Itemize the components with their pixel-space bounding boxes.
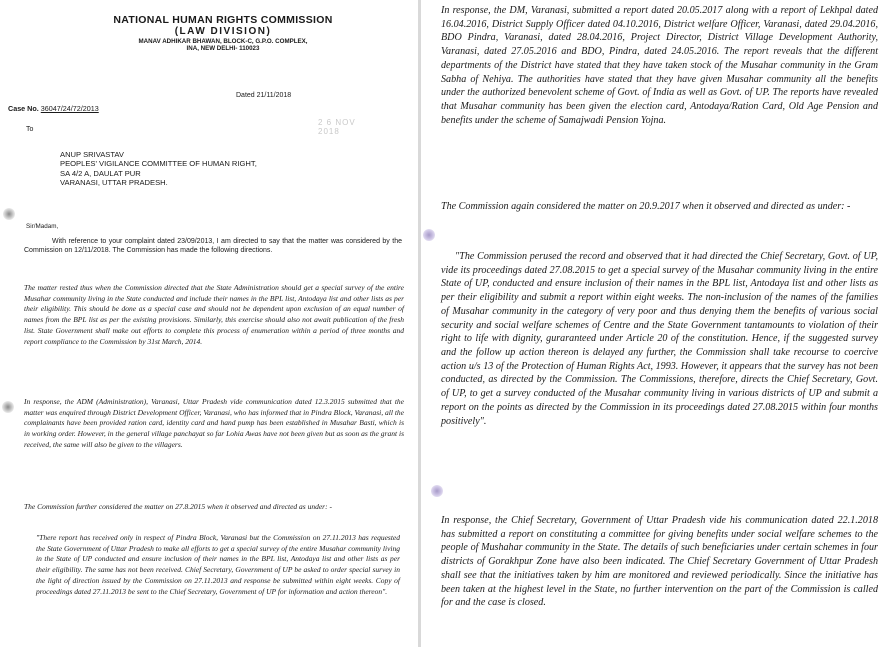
recipient-line: VARANASI, UTTAR PRADESH. xyxy=(60,177,168,187)
right-paragraph-1: In response, the DM, Varanasi, submitted a report dated 20.05.2017 along with a report of Lekhpal dated 16.04.2016, District Supply Officer dated 04.10.2016, District welfare Officer, Varanasi, dated 29.04.2016, BDO Pindra, Varanasi, dated 28.04.2016, Project Director, District Village Development Authority, Varanasi, dated 27.05.2016 and BDO, Pindra, dated 24.05.2016. The report reveals that the different departments of the District have stated that they have taken stock of the Musahar community in the Gram Sabha of Nehiya. The authorities have stated that they have given Musahar community all the benefits under the authorized benevolent scheme of Govt. of India as well as Govt. of UP. The reports have revealed that Musahar community has been given the election card, Antodaya/Ration Card, Old Age Pension and benefits under the scheme of Samajwadi Pension Yojna. xyxy=(441,5,878,126)
case-number: 36047/24/72/2013 xyxy=(40,104,99,113)
address-line-1: MANAV ADHIKAR BHAWAN, BLOCK-C, G.P.O. COMPLEX, xyxy=(138,38,308,46)
letter-date: Dated 21/11/2018 xyxy=(236,92,292,99)
intro-paragraph: With reference to your complaint dated 23/09/2013, I am directed to say that the matter was considered by the Commission on 12/11/2018. The Commission has made the following directions. xyxy=(24,238,402,254)
right-paragraph-2: The Commission again considered the matter on 20.9.2017 when it observed and directed as under: - xyxy=(441,201,851,212)
punch-hole xyxy=(431,485,443,497)
right-paragraph-4: In response, the Chief Secretary, Government of Uttar Pradesh vide his communication dated 22.1.2018 has submitted a report on constituting a committee for giving benefits under social welfare schemes to the people of Mushahar community in the State. The details of such beneficiaries under certain schemes in four districts of Gorakhpur Zone have also been indicated. The Chief Secretary Government of Uttar Pradesh shall see that the initiatives taken by him are monitored and reviewed periodically. Since the initiative has been taken at the highest level in the State, no further intervention on the part of the Commission is called for and the case is closed. xyxy=(441,515,878,609)
left-paragraph-3: The Commission further considered the matter on 27.8.2015 when it observed and directed as under: - xyxy=(24,502,332,511)
case-label: Case No. xyxy=(8,104,39,113)
right-quoted-paragraph: "The Commission perused the record and observed that it had directed the Chief Secretary, Govt. of UP, vide its proceedings dated 27.08.2015 to get a special survey of the Musahar community living in the entire State of UP, conducted and ensure inclusion of their names in the BPL list, Antodaya list and other lists as per their eligibility and submit a report within eight weeks. The non-inclusion of the names of the families of Musahar community in the category of very poor and thus denying them the benefits of various social security and social welfare schemes of Centre and the State Government tantamounts to violation of their right to life with dignity, guraranteed under Article 20 of the constitution. Hence, if the suggested survey and the follow up action thereon is delayed any further, the Commission shall take recourse to coercive action u/s 13 of the Protection of Human Rights Act, 1993. However, it appears that the survey has not been conducted, as directed by the Commission. The Commissions, therefore, directs the Chief Secretary, Govt. of UP, to get a survey conducted of the Musahar community living in various districts of UP and submit a report on the points as directed by the Commission in its proceedings dated 27.08.2015 within four months positively". xyxy=(441,251,878,427)
letterhead xyxy=(42,14,404,53)
organization-name: NATIONAL HUMAN RIGHTS COMMISSION xyxy=(113,14,333,26)
case-number-line xyxy=(8,104,99,113)
left-document-page xyxy=(0,0,418,647)
punch-hole xyxy=(423,229,435,241)
recipient-line: PEOPLES' VIGILANCE COMMITTEE OF HUMAN RIGHT, xyxy=(60,159,257,169)
left-paragraph-1: The matter rested thus when the Commission directed that the State Administration should get a special survey of the entire Musahar community living in the State conducted and include their names in the BPL list, Antodaya list and other lists as per their eligibility. This should be done as a special case and should not be dependent upon exclusion of an equal number of names from the BPL list as per the existing provisions. Similarly, this exercise should also not await publication of the fresh list. State Government shall make out efforts to complete this process of enumeration within a period of three months and report compliance to the Commission by 31st March, 2014. xyxy=(24,283,404,346)
recipient-line: SA 4/2 A, DAULAT PUR xyxy=(60,168,141,178)
received-stamp: 2 6 NOV 2018 xyxy=(318,118,356,136)
punch-hole xyxy=(2,401,14,413)
left-quoted-paragraph: "There report has received only in respect of Pindra Block, Varanasi but the Commission on 27.11.2013 has requested the State Government of Uttar Pradesh to make all efforts to get a special survey of the entire Musahar community living in the State of UP conducted and ensure inclusion of their names in the BPL list, Antodaya list and other lists as per their eligibility. The same has not been received. Chief Secretary, Government of UP be asked to order special survey in the light of direction issued by the Commission on 27.11.2013 and response be submitted within eight weeks. Copy of proceedings dated 27.11.2013 be sent to the Chief Secretary, Government of UP for information and action thereon". xyxy=(36,533,400,596)
address-line-2: INA, NEW DELHI- 110023 xyxy=(186,45,260,53)
division-name: (LAW DIVISION) xyxy=(174,26,272,38)
recipient-line: ANUP SRIVASTAV xyxy=(60,150,125,159)
punch-hole xyxy=(3,208,15,220)
left-paragraph-2: In response, the ADM (Administration), Varanasi, Uttar Pradesh vide communication dated 12.3.2015 submitted that the matter was enquired through District Development Officer, Varanasi, who has informed that in Pindra Block, Varanasi, all the complainants have been provided ration card, identity card and hand pump has been established in Musahar Basti, which is in working order. However, in the general village panchayat so far Lohia Awas have not been given but as soon as the grant is received, the same will also be given to the villagers. xyxy=(24,397,404,449)
salutation: Sir/Madam, xyxy=(26,223,59,230)
to-label: To xyxy=(26,126,34,133)
recipient-address xyxy=(60,150,257,187)
right-document-page xyxy=(421,0,886,647)
